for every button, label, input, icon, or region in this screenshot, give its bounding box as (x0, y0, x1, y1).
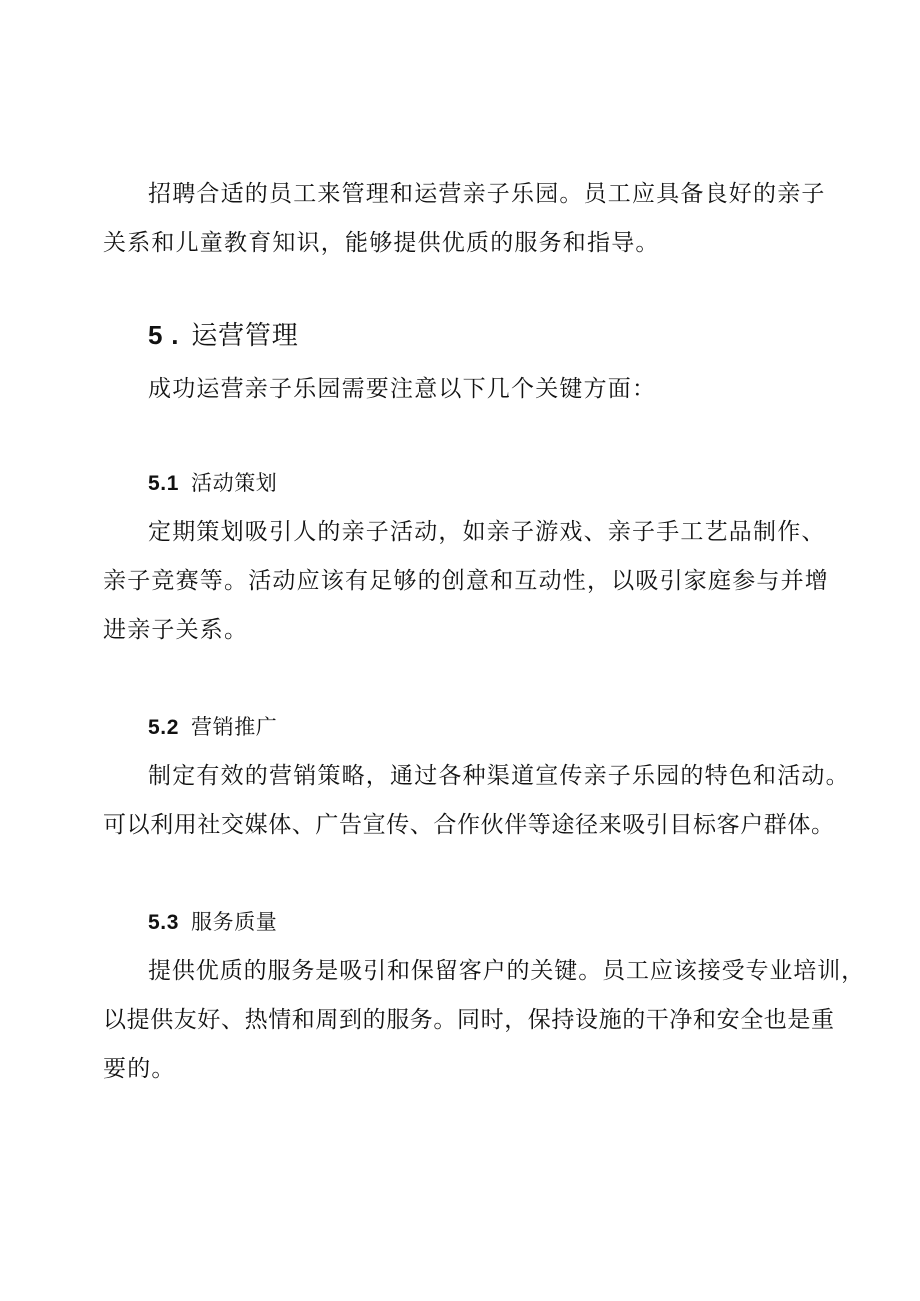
intro-line-2: 关系和儿童教育知识，能够提供优质的服务和指导。 (103, 230, 660, 256)
section-5-1-line-2: 亲子竞赛等。活动应该有足够的创意和互动性，以吸引家庭参与并增 (103, 568, 829, 594)
section-5-1-heading (148, 468, 277, 499)
section-5-3-title: 服务质量 (191, 910, 278, 934)
section-5-number: 5 . (148, 320, 180, 350)
section-5-3-line-1: 提供优质的服务是吸引和保留客户的关键。员工应该接受专业培训， (148, 958, 865, 984)
section-5-2-number: 5.2 (148, 716, 179, 739)
section-5-3-number: 5.3 (148, 911, 179, 934)
section-5-2-line-1: 制定有效的营销策略，通过各种渠道宣传亲子乐园的特色和活动。 (148, 763, 850, 789)
section-5-1-title: 活动策划 (191, 471, 278, 495)
section-5-1-line-1: 定期策划吸引人的亲子活动，如亲子游戏、亲子手工艺品制作、 (148, 519, 826, 545)
section-5-2-title: 营销推广 (191, 715, 278, 739)
section-5-2-heading (148, 712, 277, 743)
section-5-1-line-3: 进亲子关系。 (103, 617, 249, 643)
section-5-1-number: 5.1 (148, 472, 179, 495)
section-5-3-line-2: 以提供友好、热情和周到的服务。同时，保持设施的干净和安全也是重 (103, 1007, 835, 1033)
section-5-title: 运营管理 (191, 321, 299, 351)
section-5-2-line-2: 可以利用社交媒体、广告宣传、合作伙伴等途径来吸引目标客户群体。 (103, 812, 835, 838)
section-5-heading (148, 318, 299, 353)
intro-line-1: 招聘合适的员工来管理和运营亲子乐园。员工应具备良好的亲子 (148, 181, 826, 207)
section-5-intro: 成功运营亲子乐园需要注意以下几个关键方面： (148, 376, 657, 402)
section-5-3-heading (148, 907, 277, 938)
section-5-3-line-3: 要的。 (103, 1056, 176, 1082)
